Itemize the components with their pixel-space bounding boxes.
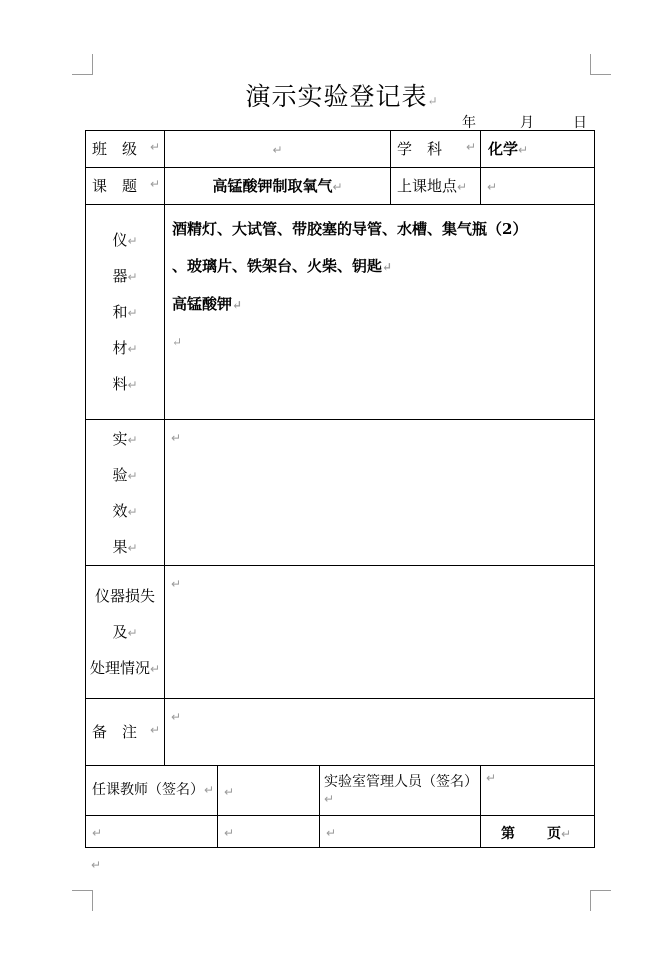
topic-label: 课 题 xyxy=(92,177,138,195)
table-row-effect xyxy=(86,420,595,566)
lab-admin-sign-label-cell: 实验室管理人员（签名）↵ xyxy=(320,766,481,816)
date-day-label: 日 xyxy=(573,115,587,131)
topic-label-cell: 课 题 ↵ xyxy=(86,168,165,205)
remarks-label-cell: 备 注 ↵ xyxy=(86,699,165,766)
table-row-footer xyxy=(86,816,595,848)
page-number-cell: 第 页↵ xyxy=(481,816,595,848)
crop-mark-top-left xyxy=(72,54,93,75)
materials-content-cell[interactable]: 酒精灯、大试管、带胶塞的导管、水槽、集气瓶（2） 、玻璃片、铁架台、火柴、钥匙↵ 高锰酸钾↵ ↵ xyxy=(165,205,595,420)
location-value-cell[interactable]: ↵ xyxy=(481,168,595,205)
footer-cell-2[interactable]: ↵ xyxy=(218,816,320,848)
table-row-remarks xyxy=(86,699,595,766)
materials-label-cell: 仪↵ 器↵ 和↵ 材↵ 料↵ xyxy=(86,205,165,420)
title-text: 演示实验登记表 xyxy=(245,82,428,111)
lab-admin-sign-label: 实验室管理人员（签名） xyxy=(324,773,478,790)
table-row-signatures xyxy=(86,766,595,816)
table-row-topic xyxy=(86,168,595,205)
trailing-paragraph-mark: ↵ xyxy=(91,858,102,872)
date-year-label: 年 xyxy=(462,115,476,131)
class-label-cell: 班 级 ↵ xyxy=(86,131,165,168)
date-line xyxy=(420,112,596,130)
damage-content-cell[interactable]: ↵ xyxy=(165,566,595,699)
table-row-materials xyxy=(86,205,595,420)
footer-cell-1[interactable]: ↵ xyxy=(86,816,218,848)
subject-value: 化学 xyxy=(488,140,519,158)
topic-value: 高锰酸钾制取氧气 xyxy=(212,177,333,195)
effect-label-cell: 实↵ 验↵ 效↵ 果↵ xyxy=(86,420,165,566)
damage-label-cell: 仪器损失 及↵ 处理情况↵ xyxy=(86,566,165,699)
location-label: 上课地点 xyxy=(397,177,458,195)
page-label-last: 页 xyxy=(547,826,561,843)
teacher-sign-label: 任课教师（签名） xyxy=(92,782,204,799)
materials-line: 酒精灯、大试管、带胶塞的导管、水槽、集气瓶（2） xyxy=(172,220,528,238)
paragraph-mark: ↵ xyxy=(427,94,439,108)
subject-label-cell: 学 科 ↵ xyxy=(391,131,481,168)
page-title xyxy=(0,77,672,113)
class-value-cell[interactable]: ↵ xyxy=(165,131,391,168)
effect-content-cell[interactable]: ↵ xyxy=(165,420,595,566)
lab-admin-sign-cell[interactable]: ↵ xyxy=(481,766,595,816)
remarks-label: 备 注 xyxy=(92,723,138,741)
subject-label: 学 科 xyxy=(397,140,443,158)
crop-mark-top-right xyxy=(590,54,611,75)
topic-value-cell[interactable]: 高锰酸钾制取氧气↵ xyxy=(165,168,391,205)
date-month-label: 月 xyxy=(520,115,534,131)
table-row-damage xyxy=(86,566,595,699)
materials-line: 、玻璃片、铁架台、火柴、钥匙 xyxy=(172,257,383,275)
registration-table xyxy=(85,130,595,848)
materials-line: 高锰酸钾 xyxy=(172,295,233,313)
teacher-sign-cell[interactable]: ↵ xyxy=(218,766,320,816)
teacher-sign-label-cell: 任课教师（签名）↵ xyxy=(86,766,218,816)
location-label-cell: 上课地点↵ xyxy=(391,168,481,205)
crop-mark-bottom-right xyxy=(590,890,611,911)
footer-cell-3[interactable]: ↵ xyxy=(320,816,481,848)
crop-mark-bottom-left xyxy=(72,890,93,911)
page-label-first: 第 xyxy=(501,826,515,843)
subject-value-cell[interactable]: 化学↵ xyxy=(481,131,595,168)
table-row-class xyxy=(86,131,595,168)
class-label: 班 级 xyxy=(92,140,138,158)
remarks-content-cell[interactable]: ↵ xyxy=(165,699,595,766)
